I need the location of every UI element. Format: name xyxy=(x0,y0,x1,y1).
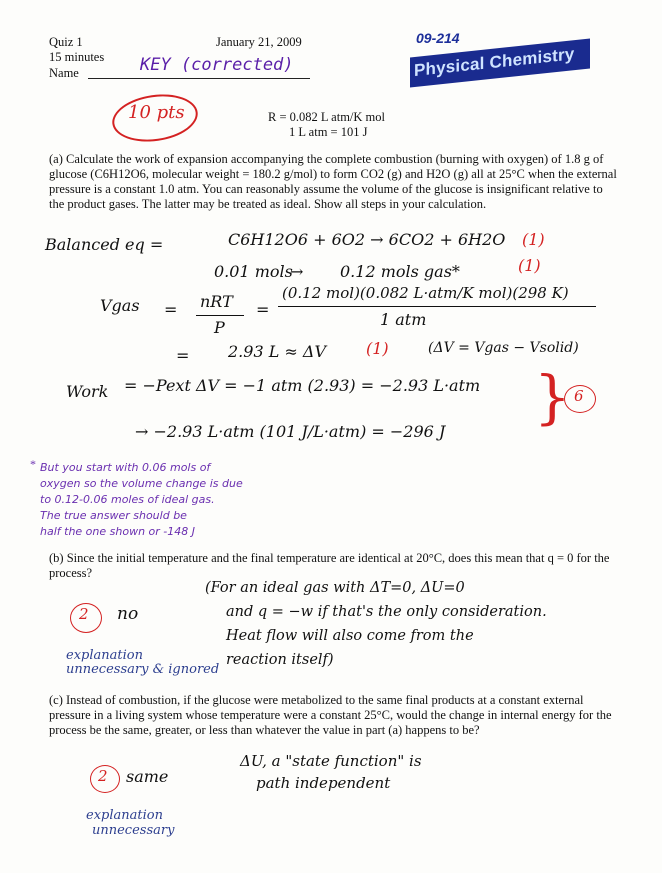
gas-constant: R = 0.082 L atm/K mol xyxy=(268,110,385,124)
b-note: reaction itself) xyxy=(226,652,334,668)
moles-gas: 0.12 mols gas* xyxy=(340,262,460,281)
b-note: (For an ideal gas with ΔT=0, ΔU=0 xyxy=(205,580,465,596)
b-note: and q = −w if that's the only consideration. xyxy=(226,604,547,620)
work-conversion: → −2.93 L·atm (101 J/L·atm) = −296 J xyxy=(135,422,446,441)
volume-result: 2.93 L ≈ ΔV xyxy=(228,342,327,361)
points-total: 10 pts xyxy=(128,102,185,123)
correction-note xyxy=(40,460,280,540)
moles-arrow: → xyxy=(290,262,304,281)
moles-point: (1) xyxy=(518,256,541,275)
quiz-date: January 21, 2009 xyxy=(216,35,302,49)
c-answer: same xyxy=(126,767,169,786)
volume-point: (1) xyxy=(366,339,389,358)
c-explanation: explanation xyxy=(86,808,163,823)
quiz-title: Quiz 1 xyxy=(49,35,83,49)
course-title: Physical Chemistry xyxy=(414,44,575,81)
moles-glucose: 0.01 mols xyxy=(214,262,293,281)
p-denominator: P xyxy=(214,318,225,337)
quiz-duration: 15 minutes xyxy=(49,50,105,64)
correction-line: half the one shown or -148 J xyxy=(40,525,196,538)
correction-line: oxygen so the volume change is due xyxy=(40,477,243,490)
correction-line: The true answer should be xyxy=(40,509,187,522)
substitution-numerator: (0.12 mol)(0.082 L·atm/K mol)(298 K) xyxy=(282,284,569,302)
b-answer: no xyxy=(117,604,139,624)
asterisk-icon: * xyxy=(30,457,36,471)
correction-line: to 0.12-0.06 moles of ideal gas. xyxy=(40,493,215,506)
energy-conversion: 1 L atm = 101 J xyxy=(289,125,368,139)
fraction-line xyxy=(196,315,244,316)
correction-line: But you start with 0.06 mols of xyxy=(40,461,211,474)
delta-v-note: (ΔV = Vgas − Vsolid) xyxy=(428,340,579,356)
work-points: 6 xyxy=(574,387,584,405)
work-expression: = −Pext ΔV = −1 atm (2.93) = −2.93 L·atm xyxy=(124,376,481,395)
work-label: Work xyxy=(66,382,109,401)
question-b: (b) Since the initial temperature and the final temperature are identical at 20°C, does this mean that q = 0 for the process? xyxy=(49,551,610,580)
vgas-label: Vgas xyxy=(100,296,140,315)
equals-sign: = xyxy=(256,300,270,319)
b-explanation: unnecessary & ignored xyxy=(66,662,220,677)
balanced-label: Balanced eq = xyxy=(45,235,164,254)
question-a: (a) Calculate the work of expansion accompanying the complete combustion (burning with oxygen) of 1.8 g of glucose (C6H12O6, molecular weight = 180.2 g/mol) to form CO2 (g) and H2O (g) all at 25°C when the external pressure is a constant 1.0 atm. You can reasonably assume the volume of the glucose is insignificant relative to the product gases. The latter may be treated as ideal. Show all steps in your calculation. xyxy=(49,152,617,211)
name-label: Name xyxy=(49,66,79,80)
name-line xyxy=(88,78,310,79)
b-explanation: explanation xyxy=(66,648,143,663)
c-note: path independent xyxy=(256,774,391,792)
question-c: (c) Instead of combustion, if the glucose were metabolized to the same final products at a constant external pressure in a living system whose temperature were a constant 25°C, would the change in internal energy for the process be the same, greater, or less than whatever the value in part (a) happens to be? xyxy=(49,693,612,737)
substitution-denominator: 1 atm xyxy=(380,310,427,329)
course-number: 09-214 xyxy=(416,30,460,46)
c-points: 2 xyxy=(98,767,108,785)
balanced-equation: C6H12O6 + 6O2 → 6CO2 + 6H2O xyxy=(228,230,506,249)
equals-sign: = xyxy=(176,346,190,365)
c-note: ΔU, a "state function" is xyxy=(240,752,422,770)
b-points: 2 xyxy=(79,605,89,623)
nrt-numerator: nRT xyxy=(200,292,233,311)
equation-point: (1) xyxy=(522,230,545,249)
c-explanation: unnecessary xyxy=(92,823,175,838)
equals-sign: = xyxy=(164,300,178,319)
b-note: Heat flow will also come from the xyxy=(226,628,474,644)
key-label: KEY (corrected) xyxy=(140,55,294,75)
fraction-line xyxy=(278,306,596,307)
brace-icon: } xyxy=(534,363,571,431)
